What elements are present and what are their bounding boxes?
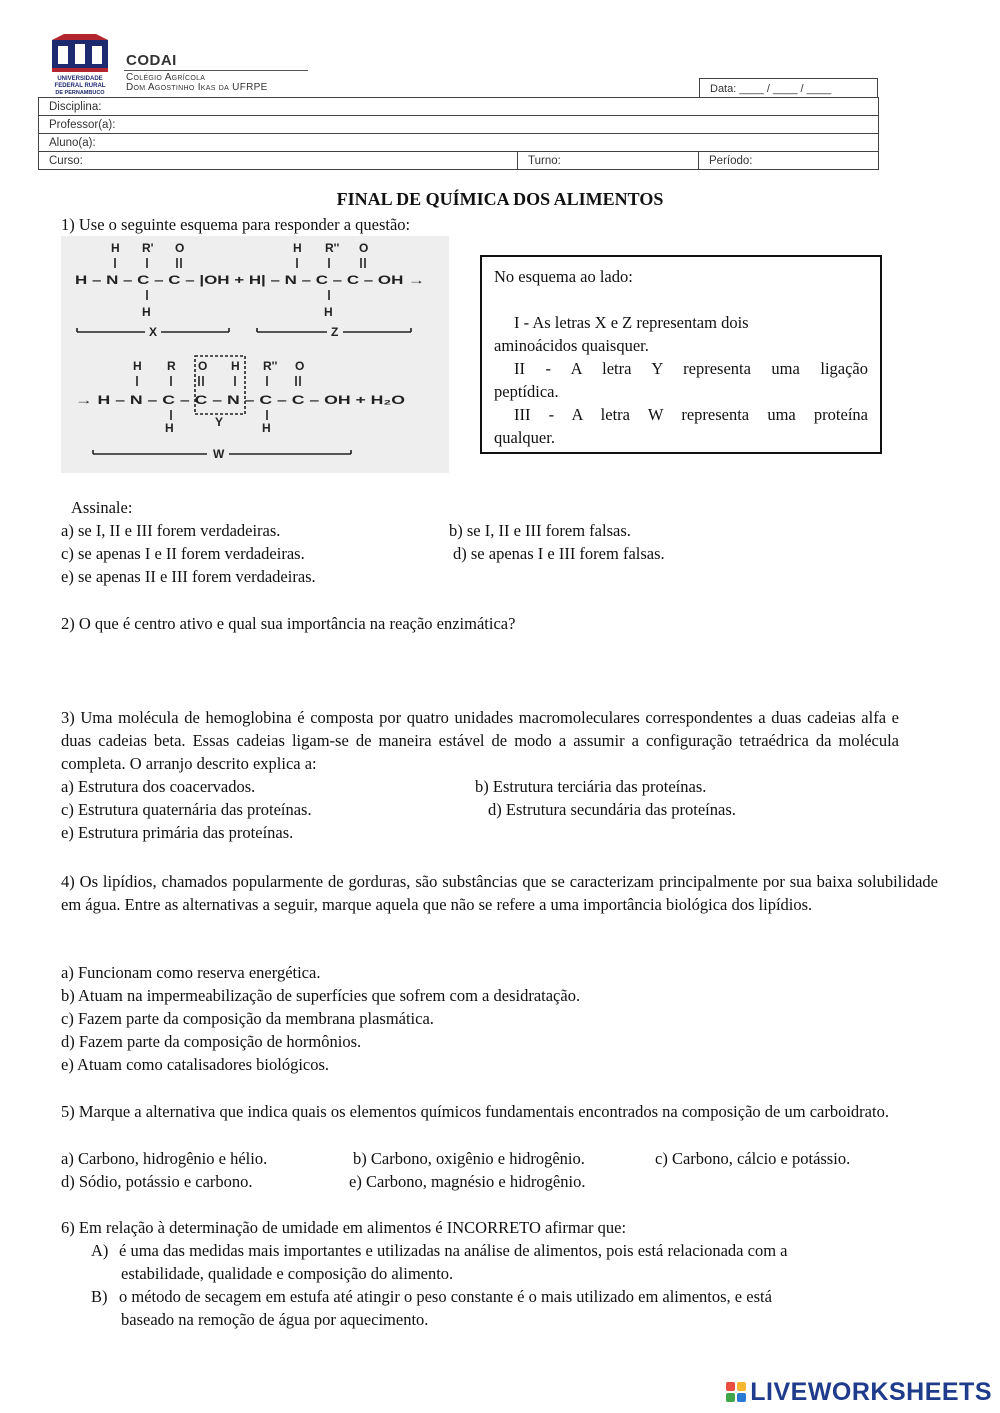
q5-option-a[interactable]: a) Carbono, hidrogênio e hélio. [61, 1149, 268, 1168]
scheme-row1: H – N – C – C – |OH + H| – N – C – C – OH → [75, 273, 425, 287]
date-field[interactable]: Data: ____ / ____ / ____ [699, 78, 878, 98]
q5-option-b[interactable]: b) Carbono, oxigênio e hidrogênio. [353, 1149, 585, 1168]
svg-text:R'': R'' [325, 241, 340, 255]
liveworksheets-logo [726, 1378, 992, 1406]
svg-text:H: H [324, 305, 333, 319]
liveworksheets-icon [726, 1382, 746, 1402]
q1-option-e[interactable]: e) se apenas II e III forem verdadeiras. [61, 567, 316, 586]
svg-text:FEDERAL RURAL: FEDERAL RURAL [54, 83, 106, 89]
svg-text:DE PERNAMBUCO: DE PERNAMBUCO [55, 90, 105, 96]
svg-text:H: H [231, 359, 240, 373]
svg-text:H: H [293, 241, 302, 255]
teacher-field[interactable]: Professor(a): [39, 116, 879, 134]
peptide-bond-scheme [61, 236, 449, 473]
svg-text:X: X [149, 325, 158, 339]
box-intro: No esquema ao lado: [494, 267, 633, 286]
liveworksheets-text: LIVEWORKSHEETS [750, 1377, 992, 1406]
svg-text:R: R [167, 359, 176, 373]
q1-assinale: Assinale: [71, 498, 133, 517]
header-divider [124, 70, 308, 71]
q4-option-a[interactable]: a) Funcionam como reserva energética. [61, 963, 321, 982]
q1-option-c[interactable]: c) se apenas I e II forem verdadeiras. [61, 544, 305, 563]
svg-text:R': R' [142, 241, 154, 255]
svg-text:H: H [111, 241, 120, 255]
q4-option-b[interactable]: b) Atuam na impermeabilização de superfícies que sofrem com a desidratação. [61, 986, 581, 1005]
q3-option-b[interactable]: b) Estrutura terciária das proteínas. [475, 777, 707, 796]
q4-stem: 4) Os lipídios, chamados popularmente de gorduras, são substâncias que se caracterizam principalmente por sua baixa solubilidade em água. Entre as alternativas a seguir, marque aquela que não se refere a uma importância biológica dos lipídios. [61, 872, 938, 914]
q3-option-a[interactable]: a) Estrutura dos coacervados. [61, 777, 256, 796]
school-name-line2: Dom Agostinho Ikas da UFRPE [126, 82, 268, 93]
shift-field[interactable]: Turno: [518, 152, 699, 170]
svg-text:R'': R'' [263, 359, 278, 373]
q3-option-e[interactable]: e) Estrutura primária das proteínas. [61, 823, 294, 842]
svg-text:H: H [165, 421, 174, 435]
svg-text:O: O [295, 359, 305, 373]
q6-option-b-label[interactable]: B) [91, 1287, 108, 1306]
university-logo [44, 34, 116, 96]
q6-option-a-label[interactable]: A) [91, 1241, 109, 1260]
q4-option-c[interactable]: c) Fazem parte da composição da membrana plasmática. [61, 1009, 434, 1028]
svg-text:O: O [198, 359, 208, 373]
q6-option-a-cont: estabilidade, qualidade e composição do alimento. [121, 1264, 454, 1283]
q4-option-e[interactable]: e) Atuam como catalisadores biológicos. [61, 1055, 330, 1074]
q1-option-d[interactable]: d) se apenas I e III forem falsas. [453, 544, 665, 563]
scheme-row2: → H – N – C – C – N – C – C – OH + H₂O [75, 393, 405, 407]
q1-statements-box: No esquema ao lado: I - As letras X e Z representam dois aminoácidos quaisquer. II - A letra Y representa uma ligação peptídica. III - A letra W representa uma proteína qualquer. [480, 255, 882, 454]
student-field[interactable]: Aluno(a): [39, 134, 879, 152]
q1-stem: 1) Use o seguinte esquema para responder a questão: [61, 215, 411, 234]
q6-stem: 6) Em relação à determinação de umidade em alimentos é INCORRETO afirmar que: [61, 1218, 627, 1237]
svg-text:UNIVERSIDADE: UNIVERSIDADE [57, 76, 103, 82]
q5-stem: 5) Marque a alternativa que indica quais os elementos químicos fundamentais encontrados na composição de um carboidrato. [61, 1102, 889, 1121]
svg-text:Y: Y [215, 415, 224, 429]
q3-option-c[interactable]: c) Estrutura quaternária das proteínas. [61, 800, 312, 819]
svg-text:H: H [133, 359, 142, 373]
q6-option-a[interactable]: é uma das medidas mais importantes e utilizadas na análise de alimentos, pois está relacionada com a [119, 1241, 788, 1260]
statement-i: I - As letras X e Z representam dois [514, 313, 749, 332]
svg-text:H: H [142, 305, 151, 319]
svg-text:H: H [262, 421, 271, 435]
q6-option-b-cont: baseado na remoção de água por aquecimento. [121, 1310, 429, 1329]
statement-ii: II - A letra Y representa uma ligação [514, 359, 868, 378]
page-title: FINAL DE QUÍMICA DOS ALIMENTOS [336, 189, 664, 209]
svg-text:W: W [213, 447, 225, 461]
q2-stem: 2) O que é centro ativo e qual sua importância na reação enzimática? [61, 614, 516, 633]
q1-option-a[interactable]: a) se I, II e III forem verdadeiras. [61, 521, 281, 540]
svg-text:Z: Z [331, 325, 339, 339]
q4-option-d[interactable]: d) Fazem parte da composição de hormônios. [61, 1032, 362, 1051]
q6-option-b[interactable]: o método de secagem em estufa até atingir o peso constante é o mais utilizado em alimentos, e está [119, 1287, 772, 1306]
q5-option-e[interactable]: e) Carbono, magnésio e hidrogênio. [349, 1172, 586, 1191]
q5-option-d[interactable]: d) Sódio, potássio e carbono. [61, 1172, 253, 1191]
student-info-table [38, 97, 879, 170]
discipline-field[interactable]: Disciplina: [39, 98, 879, 116]
statement-iii: III - A letra W representa uma proteína [514, 405, 868, 424]
course-field[interactable]: Curso: [39, 152, 518, 170]
q3-option-d[interactable]: d) Estrutura secundária das proteínas. [488, 800, 736, 819]
school-name-line1: Colégio Agrícola [126, 72, 206, 83]
period-field[interactable]: Período: [699, 152, 879, 170]
q5-option-c[interactable]: c) Carbono, cálcio e potássio. [655, 1149, 851, 1168]
q1-option-b[interactable]: b) se I, II e III forem falsas. [449, 521, 631, 540]
q3-stem: 3) Uma molécula de hemoglobina é composta por quatro unidades macromoleculares correspondentes a duas cadeias alfa e duas cadeias beta. Essas cadeias ligam-se de maneira estável de modo a assumir a configuração tetraédrica da molécula completa. O arranjo descrito explica a: [61, 708, 899, 773]
school-abbreviation: CODAI [126, 52, 177, 69]
svg-text:O: O [175, 241, 185, 255]
svg-text:O: O [359, 241, 369, 255]
